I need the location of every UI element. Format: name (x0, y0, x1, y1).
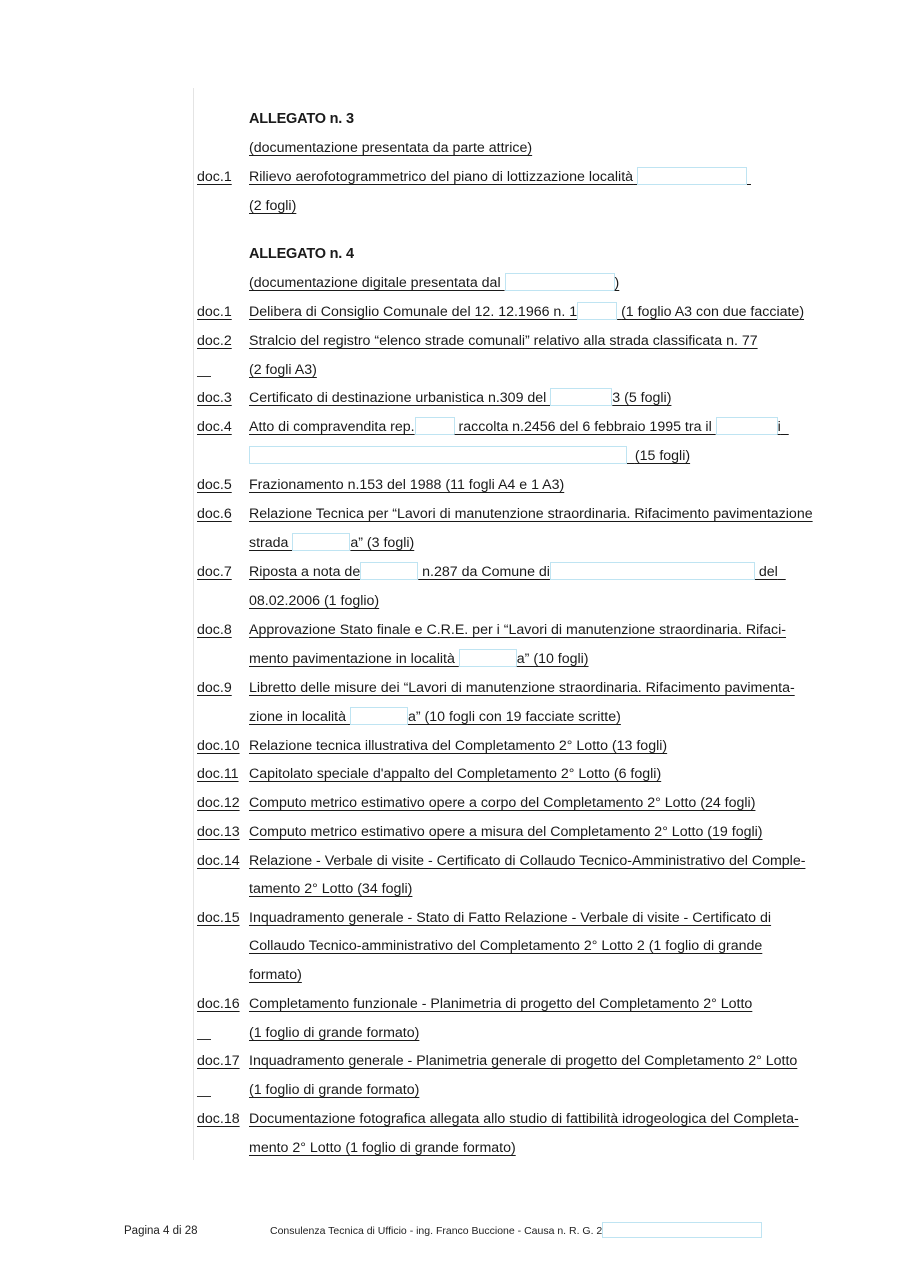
doc-description-cont: zione in località a” (10 fogli con 19 facciate scritte) (249, 706, 621, 728)
doc-number: doc.13 (197, 824, 240, 840)
doc-number: doc.7 (197, 564, 232, 580)
doc-number: doc.15 (197, 910, 240, 926)
redaction-box (550, 562, 755, 580)
doc-description: Approvazione Stato finale e C.R.E. per i “Lavori di manutenzione straordinaria. Rifaci- (249, 622, 787, 638)
doc-number: doc.11 (197, 766, 239, 782)
doc-description: Frazionamento n.153 del 1988 (11 fogli A4 e 1 A3) (249, 477, 565, 493)
doc-description: Documentazione fotografica allegata allo studio di fattibilità idrogeologica del Completa- (249, 1111, 799, 1127)
redaction-box (550, 388, 612, 406)
redaction-box (505, 273, 615, 291)
redaction-box (602, 1222, 762, 1238)
doc-description-cont: (15 fogli) (249, 445, 690, 467)
doc-description: Relazione Tecnica per “Lavori di manutenzione straordinaria. Rifacimento pavimentazione (249, 506, 813, 522)
page-number: Pagina 4 di 28 (124, 1225, 198, 1237)
redaction-box (577, 302, 617, 320)
doc-description-cont: Collaudo Tecnico-amministrativo del Completamento 2° Lotto 2 (1 foglio di grande (249, 938, 763, 954)
doc-description: Relazione tecnica illustrativa del Completamento 2° Lotto (13 fogli) (249, 738, 668, 754)
footer-text: Consulenza Tecnica di Ufficio - ing. Franco Buccione - Causa n. R. G. 2 (270, 1222, 762, 1240)
redaction-box (637, 167, 747, 185)
doc-number: doc.10 (197, 738, 240, 754)
doc-number: doc.1 (197, 169, 232, 185)
doc-description: Rilievo aerofotogrammetrico del piano di lottizzazione località (249, 166, 751, 188)
doc-description-cont: (1 foglio di grande formato) (249, 1025, 420, 1041)
allegato-3-subheading: (documentazione presentata da parte attrice) (249, 140, 533, 156)
underline-stub (197, 1096, 211, 1097)
allegato-3-heading: ALLEGATO n. 3 (249, 111, 354, 127)
doc-number: doc.1 (197, 304, 232, 320)
doc-number: doc.8 (197, 622, 232, 638)
doc-description: Capitolato speciale d'appalto del Completamento 2° Lotto (6 fogli) (249, 766, 662, 782)
redaction-box (292, 533, 350, 551)
doc-number: doc.4 (197, 419, 232, 435)
redaction-box (415, 417, 455, 435)
doc-description-cont: strada a” (3 fogli) (249, 532, 414, 554)
underline-stub (197, 1039, 211, 1040)
doc-description-cont: formato) (249, 967, 302, 983)
doc-description: Delibera di Consiglio Comunale del 12. 12.1966 n. 1 (1 foglio A3 con due facciate) (249, 301, 804, 323)
doc-number: doc.5 (197, 477, 232, 493)
redaction-box (249, 446, 627, 464)
doc-number: doc.6 (197, 506, 232, 522)
doc-number: doc.18 (197, 1111, 240, 1127)
allegato-4-subheading: (documentazione digitale presentata dal ) (249, 272, 619, 294)
redaction-box (459, 649, 517, 667)
redaction-box (360, 562, 418, 580)
margin-line (193, 88, 194, 1160)
doc-description-cont: (2 fogli A3) (249, 362, 317, 378)
doc-description-cont: (1 foglio di grande formato) (249, 1082, 420, 1098)
doc-description-cont: tamento 2° Lotto (34 fogli) (249, 881, 413, 897)
allegato-4-heading: ALLEGATO n. 4 (249, 246, 354, 262)
doc-number: doc.14 (197, 853, 240, 869)
doc-description: Atto di compravendita rep. raccolta n.2456 del 6 febbraio 1995 tra il i (249, 416, 789, 438)
doc-description-cont: 08.02.2006 (1 foglio) (249, 593, 380, 609)
redaction-box (716, 417, 778, 435)
doc-description-cont: mento pavimentazione in località a” (10 fogli) (249, 648, 589, 670)
doc-description: Inquadramento generale - Stato di Fatto Relazione - Verbale di visite - Certificato di (249, 910, 772, 926)
doc-description: Relazione - Verbale di visite - Certificato di Collaudo Tecnico-Amministrativo del Comple- (249, 853, 806, 869)
doc-description: Inquadramento generale - Planimetria generale di progetto del Completamento 2° Lotto (249, 1053, 798, 1069)
underline-stub (197, 376, 211, 377)
doc-description: Certificato di destinazione urbanistica n.309 del 3 (5 fogli) (249, 387, 671, 409)
redaction-box (350, 707, 408, 725)
doc-number: doc.12 (197, 795, 240, 811)
doc-number: doc.2 (197, 333, 232, 349)
doc-number: doc.16 (197, 996, 240, 1012)
doc-description: Libretto delle misure dei “Lavori di manutenzione straordinaria. Rifacimento pavimenta- (249, 680, 795, 696)
doc-description: Riposta a nota de n.287 da Comune di del (249, 561, 786, 583)
doc-description: Computo metrico estimativo opere a corpo del Completamento 2° Lotto (24 fogli) (249, 795, 756, 811)
doc-description-cont: mento 2° Lotto (1 foglio di grande formato) (249, 1140, 516, 1156)
doc-number: doc.9 (197, 680, 232, 696)
doc-number: doc.17 (197, 1053, 240, 1069)
doc-description: Completamento funzionale - Planimetria di progetto del Completamento 2° Lotto (249, 996, 753, 1012)
doc-number: doc.3 (197, 390, 232, 406)
doc-description: Computo metrico estimativo opere a misura del Completamento 2° Lotto (19 fogli) (249, 824, 763, 840)
doc-description: Stralcio del registro “elenco strade comunali” relativo alla strada classificata n. 77 (249, 333, 758, 349)
doc-description-cont: (2 fogli) (249, 198, 297, 214)
